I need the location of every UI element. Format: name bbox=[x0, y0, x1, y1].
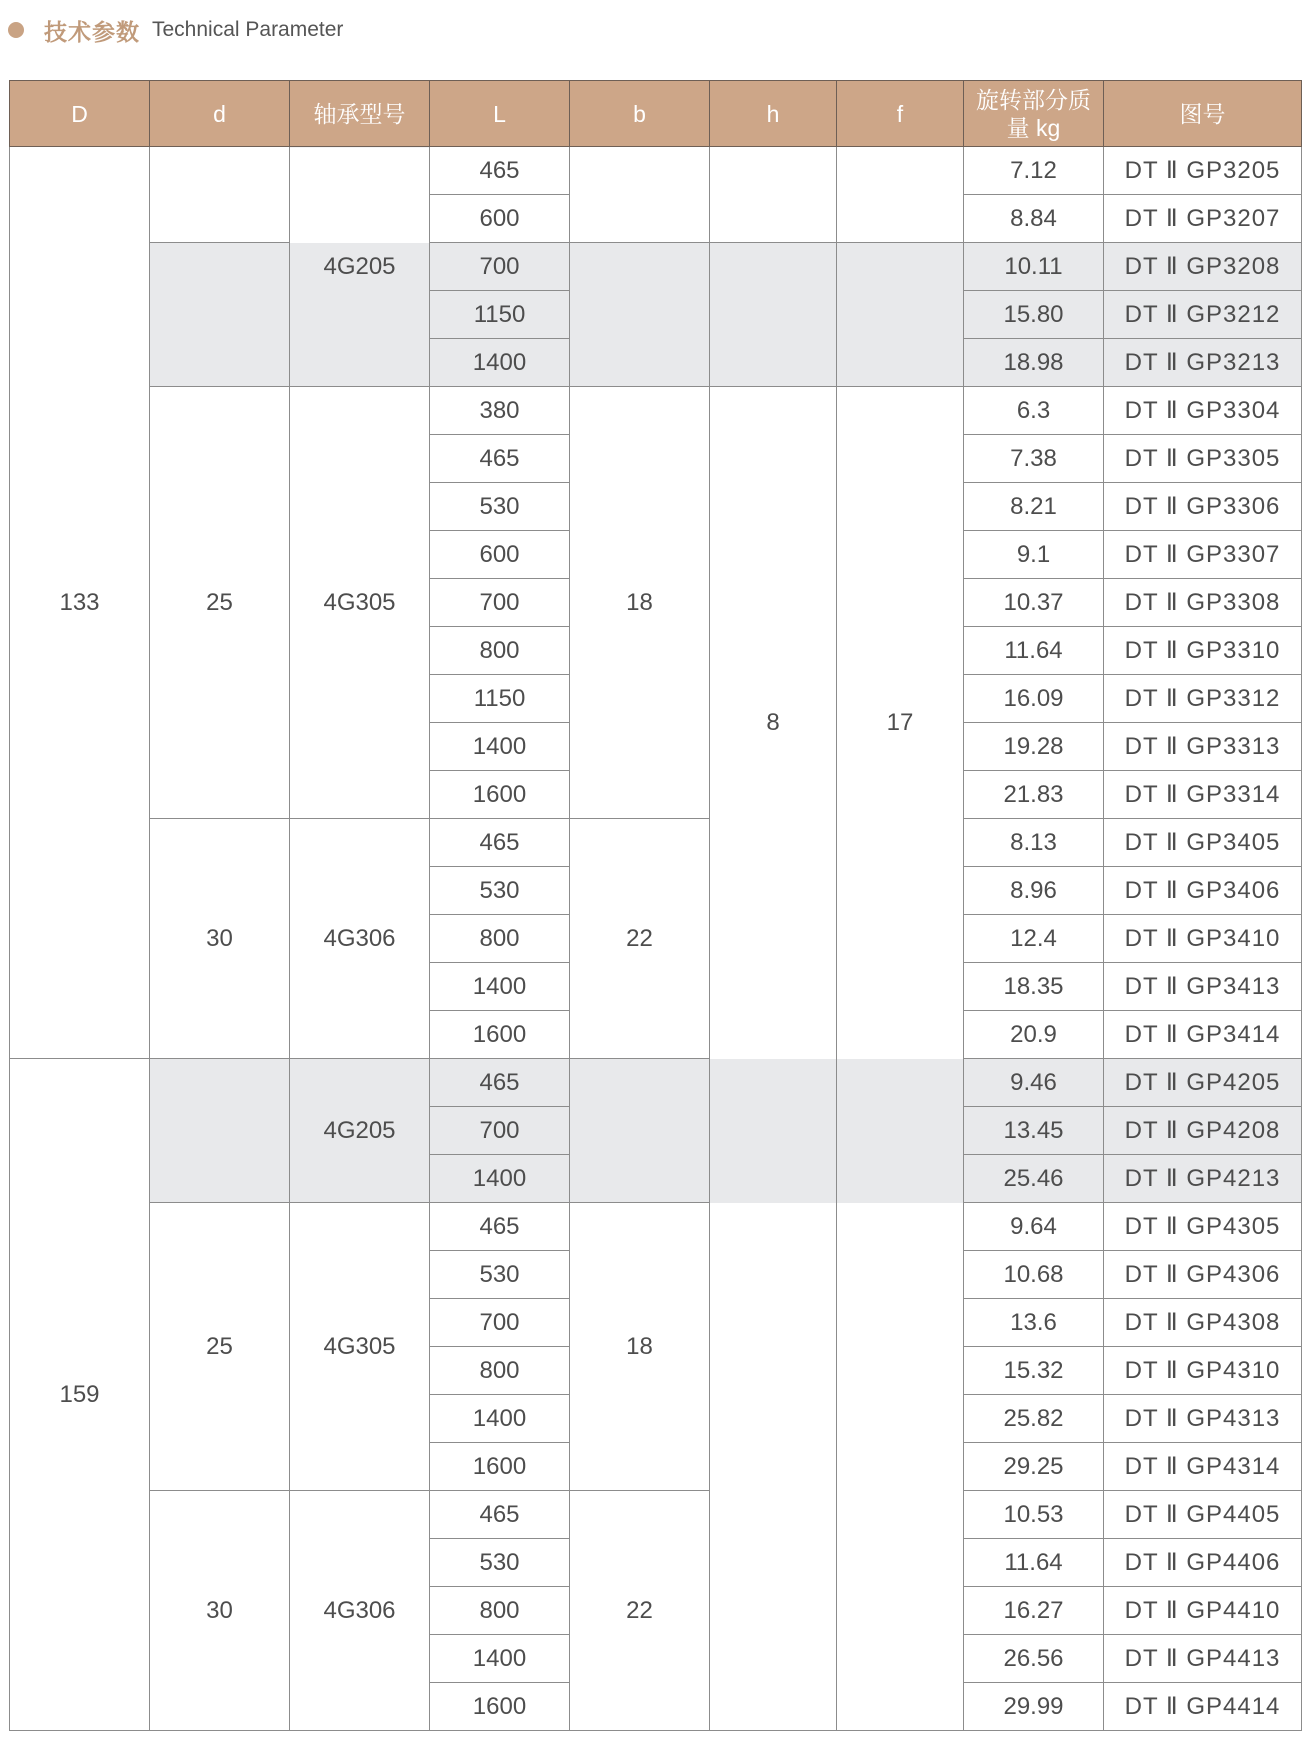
cell-b: 18 bbox=[570, 387, 710, 819]
cell-d-empty bbox=[150, 1059, 290, 1203]
cell-L: 530 bbox=[430, 483, 570, 531]
cell-L: 600 bbox=[430, 195, 570, 243]
cell-L: 465 bbox=[430, 819, 570, 867]
cell-d: 30 bbox=[150, 1491, 290, 1731]
cell-mass: 29.25 bbox=[964, 1443, 1104, 1491]
cell-mass: 8.96 bbox=[964, 867, 1104, 915]
cell-h-empty bbox=[710, 147, 837, 243]
header-h: h bbox=[710, 81, 837, 147]
cell-d: 30 bbox=[150, 819, 290, 1059]
cell-mass: 11.64 bbox=[964, 1539, 1104, 1587]
cell-L: 700 bbox=[430, 243, 570, 291]
cell-drawing-no: DT Ⅱ GP3405 bbox=[1104, 819, 1302, 867]
table-header-row bbox=[10, 81, 1302, 147]
cell-b-empty bbox=[570, 1059, 710, 1203]
cell-drawing-no: DT Ⅱ GP3207 bbox=[1104, 195, 1302, 243]
table-row bbox=[10, 243, 1302, 291]
cell-mass: 13.45 bbox=[964, 1107, 1104, 1155]
cell-f-empty bbox=[837, 1203, 964, 1731]
cell-L: 1150 bbox=[430, 675, 570, 723]
cell-mass: 16.09 bbox=[964, 675, 1104, 723]
cell-D: 133 bbox=[10, 147, 150, 1059]
cell-mass: 26.56 bbox=[964, 1635, 1104, 1683]
cell-L: 800 bbox=[430, 1347, 570, 1395]
cell-L: 465 bbox=[430, 1491, 570, 1539]
header-L: L bbox=[430, 81, 570, 147]
cell-drawing-no: DT Ⅱ GP4213 bbox=[1104, 1155, 1302, 1203]
cell-L: 700 bbox=[430, 579, 570, 627]
cell-drawing-no: DT Ⅱ GP4306 bbox=[1104, 1251, 1302, 1299]
cell-drawing-no: DT Ⅱ GP3306 bbox=[1104, 483, 1302, 531]
header-f: f bbox=[837, 81, 964, 147]
cell-L: 465 bbox=[430, 1059, 570, 1107]
cell-bearing: 4G306 bbox=[290, 1491, 430, 1731]
table-row bbox=[10, 1203, 1302, 1251]
cell-mass: 6.3 bbox=[964, 387, 1104, 435]
cell-drawing-no: DT Ⅱ GP3208 bbox=[1104, 243, 1302, 291]
header-d: d bbox=[150, 81, 290, 147]
cell-f-empty bbox=[837, 147, 964, 243]
cell-drawing-no: DT Ⅱ GP3314 bbox=[1104, 771, 1302, 819]
cell-L: 800 bbox=[430, 627, 570, 675]
cell-L: 1600 bbox=[430, 1683, 570, 1731]
cell-drawing-no: DT Ⅱ GP4314 bbox=[1104, 1443, 1302, 1491]
cell-mass: 12.4 bbox=[964, 915, 1104, 963]
section-title-zh: 技术参数 bbox=[44, 18, 140, 45]
cell-L: 1400 bbox=[430, 1155, 570, 1203]
cell-mass: 19.28 bbox=[964, 723, 1104, 771]
cell-b: 18 bbox=[570, 1203, 710, 1491]
cell-b-empty bbox=[570, 243, 710, 387]
bullet-dot-icon bbox=[8, 22, 24, 38]
cell-L: 700 bbox=[430, 1299, 570, 1347]
cell-drawing-no: DT Ⅱ GP3212 bbox=[1104, 291, 1302, 339]
cell-h-empty bbox=[710, 1059, 837, 1203]
cell-L: 530 bbox=[430, 867, 570, 915]
cell-h: 8 bbox=[710, 387, 837, 1059]
cell-mass: 7.38 bbox=[964, 435, 1104, 483]
header-bearing-type: 轴承型号 bbox=[290, 81, 430, 147]
cell-L: 380 bbox=[430, 387, 570, 435]
cell-L: 530 bbox=[430, 1539, 570, 1587]
cell-drawing-no: DT Ⅱ GP4410 bbox=[1104, 1587, 1302, 1635]
cell-bearing: 4G305 bbox=[290, 1203, 430, 1491]
cell-mass: 9.1 bbox=[964, 531, 1104, 579]
cell-drawing-no: DT Ⅱ GP4305 bbox=[1104, 1203, 1302, 1251]
cell-L: 1400 bbox=[430, 963, 570, 1011]
cell-d-empty bbox=[150, 147, 290, 243]
cell-drawing-no: DT Ⅱ GP4208 bbox=[1104, 1107, 1302, 1155]
cell-mass: 29.99 bbox=[964, 1683, 1104, 1731]
cell-mass: 25.46 bbox=[964, 1155, 1104, 1203]
cell-mass: 11.64 bbox=[964, 627, 1104, 675]
cell-mass: 8.21 bbox=[964, 483, 1104, 531]
cell-L: 1600 bbox=[430, 1443, 570, 1491]
cell-L: 465 bbox=[430, 435, 570, 483]
cell-L: 1400 bbox=[430, 1635, 570, 1683]
table-body bbox=[10, 147, 1302, 1731]
cell-b-empty bbox=[570, 147, 710, 243]
cell-d: 25 bbox=[150, 1203, 290, 1491]
cell-L: 465 bbox=[430, 147, 570, 195]
cell-f-empty bbox=[837, 243, 964, 387]
cell-drawing-no: DT Ⅱ GP3307 bbox=[1104, 531, 1302, 579]
cell-drawing-no: DT Ⅱ GP3213 bbox=[1104, 339, 1302, 387]
cell-L: 1400 bbox=[430, 723, 570, 771]
cell-mass: 20.9 bbox=[964, 1011, 1104, 1059]
cell-mass: 7.12 bbox=[964, 147, 1104, 195]
cell-d-empty bbox=[150, 243, 290, 387]
cell-L: 1150 bbox=[430, 291, 570, 339]
cell-mass: 9.46 bbox=[964, 1059, 1104, 1107]
cell-bearing: 4G205 bbox=[290, 147, 430, 387]
cell-drawing-no: DT Ⅱ GP3410 bbox=[1104, 915, 1302, 963]
cell-drawing-no: DT Ⅱ GP3304 bbox=[1104, 387, 1302, 435]
cell-L: 1400 bbox=[430, 339, 570, 387]
cell-drawing-no: DT Ⅱ GP3308 bbox=[1104, 579, 1302, 627]
cell-b: 22 bbox=[570, 819, 710, 1059]
cell-drawing-no: DT Ⅱ GP3205 bbox=[1104, 147, 1302, 195]
cell-mass: 16.27 bbox=[964, 1587, 1104, 1635]
cell-h-empty bbox=[710, 243, 837, 387]
cell-drawing-no: DT Ⅱ GP4308 bbox=[1104, 1299, 1302, 1347]
cell-bearing: 4G306 bbox=[290, 819, 430, 1059]
header-drawing-no: 图号 bbox=[1104, 81, 1302, 147]
cell-drawing-no: DT Ⅱ GP4405 bbox=[1104, 1491, 1302, 1539]
header-b: b bbox=[570, 81, 710, 147]
table-row bbox=[10, 387, 1302, 435]
cell-L: 800 bbox=[430, 1587, 570, 1635]
cell-mass: 10.68 bbox=[964, 1251, 1104, 1299]
cell-L: 700 bbox=[430, 1107, 570, 1155]
cell-b: 22 bbox=[570, 1491, 710, 1731]
cell-L: 1600 bbox=[430, 1011, 570, 1059]
cell-mass: 18.35 bbox=[964, 963, 1104, 1011]
cell-D: 159 bbox=[10, 1059, 150, 1731]
table-row bbox=[10, 1059, 1302, 1107]
section-title-en: Technical Parameter bbox=[152, 18, 344, 41]
header-D: D bbox=[10, 81, 150, 147]
cell-mass: 10.37 bbox=[964, 579, 1104, 627]
cell-mass: 10.11 bbox=[964, 243, 1104, 291]
cell-bearing: 4G305 bbox=[290, 387, 430, 819]
cell-drawing-no: DT Ⅱ GP3414 bbox=[1104, 1011, 1302, 1059]
cell-drawing-no: DT Ⅱ GP3310 bbox=[1104, 627, 1302, 675]
cell-mass: 8.84 bbox=[964, 195, 1104, 243]
cell-L: 530 bbox=[430, 1251, 570, 1299]
cell-drawing-no: DT Ⅱ GP4406 bbox=[1104, 1539, 1302, 1587]
section-heading bbox=[8, 12, 343, 48]
cell-mass: 21.83 bbox=[964, 771, 1104, 819]
cell-h-empty bbox=[710, 1203, 837, 1731]
cell-mass: 10.53 bbox=[964, 1491, 1104, 1539]
cell-mass: 8.13 bbox=[964, 819, 1104, 867]
cell-f-empty bbox=[837, 1059, 964, 1203]
cell-L: 465 bbox=[430, 1203, 570, 1251]
table-row bbox=[10, 147, 1302, 195]
header-rotating-mass: 旋转部分质量 kg bbox=[964, 81, 1104, 147]
cell-mass: 9.64 bbox=[964, 1203, 1104, 1251]
cell-L: 1600 bbox=[430, 771, 570, 819]
cell-L: 1400 bbox=[430, 1395, 570, 1443]
cell-bearing: 4G205 bbox=[290, 1059, 430, 1203]
cell-drawing-no: DT Ⅱ GP4205 bbox=[1104, 1059, 1302, 1107]
cell-mass: 13.6 bbox=[964, 1299, 1104, 1347]
cell-d: 25 bbox=[150, 387, 290, 819]
cell-f: 17 bbox=[837, 387, 964, 1059]
cell-drawing-no: DT Ⅱ GP3305 bbox=[1104, 435, 1302, 483]
parameter-table bbox=[9, 80, 1302, 1731]
cell-drawing-no: DT Ⅱ GP3413 bbox=[1104, 963, 1302, 1011]
cell-mass: 15.32 bbox=[964, 1347, 1104, 1395]
cell-drawing-no: DT Ⅱ GP3313 bbox=[1104, 723, 1302, 771]
cell-mass: 18.98 bbox=[964, 339, 1104, 387]
cell-drawing-no: DT Ⅱ GP4313 bbox=[1104, 1395, 1302, 1443]
cell-drawing-no: DT Ⅱ GP4310 bbox=[1104, 1347, 1302, 1395]
cell-L: 800 bbox=[430, 915, 570, 963]
table-row bbox=[10, 819, 1302, 867]
cell-mass: 15.80 bbox=[964, 291, 1104, 339]
cell-drawing-no: DT Ⅱ GP3312 bbox=[1104, 675, 1302, 723]
cell-drawing-no: DT Ⅱ GP4413 bbox=[1104, 1635, 1302, 1683]
cell-drawing-no: DT Ⅱ GP3406 bbox=[1104, 867, 1302, 915]
table-row bbox=[10, 1491, 1302, 1539]
cell-L: 600 bbox=[430, 531, 570, 579]
cell-drawing-no: DT Ⅱ GP4414 bbox=[1104, 1683, 1302, 1731]
cell-mass: 25.82 bbox=[964, 1395, 1104, 1443]
